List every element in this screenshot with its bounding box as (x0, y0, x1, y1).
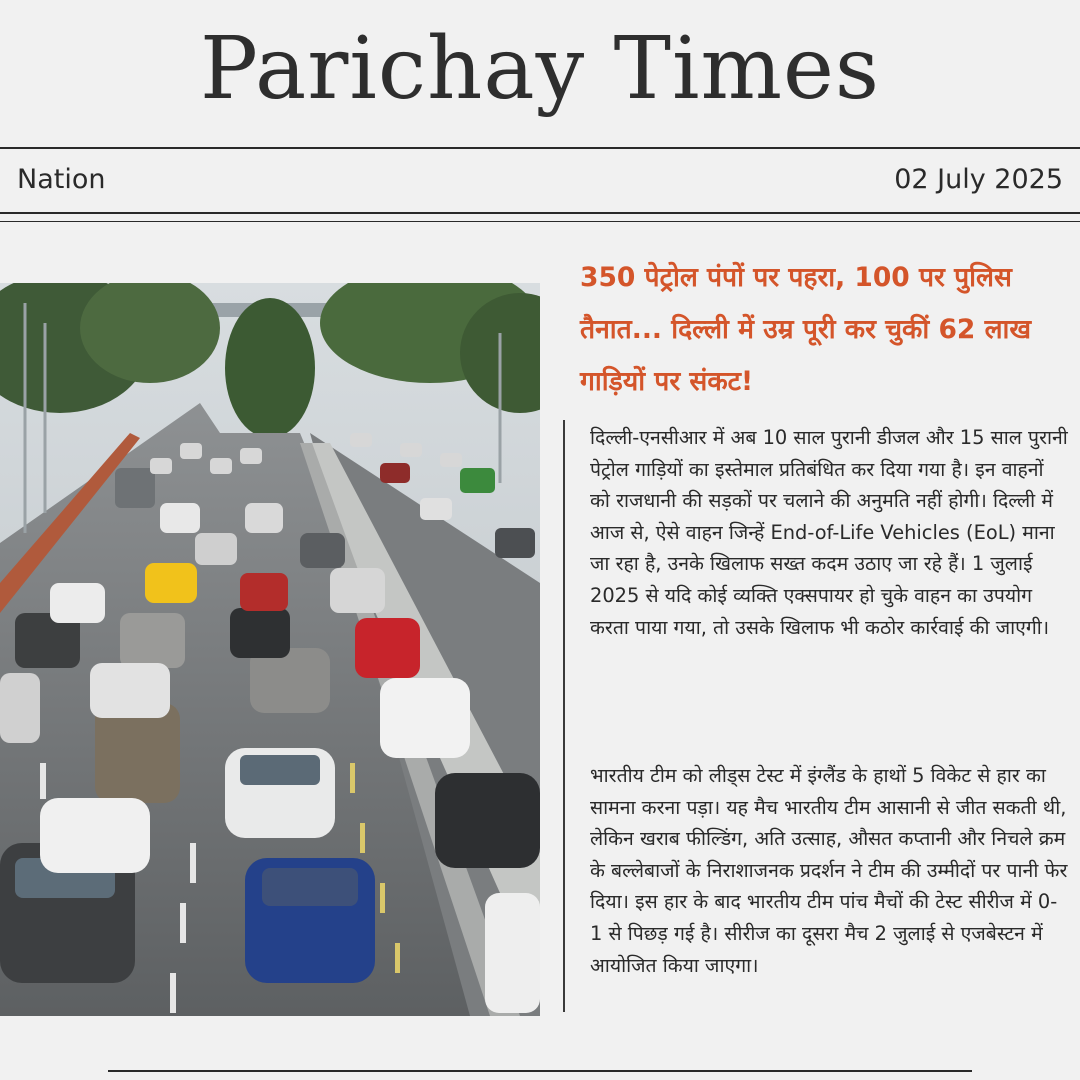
section-label: Nation (17, 164, 106, 195)
bottom-rule (108, 1070, 972, 1072)
article-paragraph-2: भारतीय टीम को लीड्स टेस्ट में इंग्लैंड के हाथों 5 विकेट से हार का सामना करना पड़ा। यह मैच भारतीय टीम आसानी से जीत सकती थी, लेकिन खराब फील्डिंग, अति उत्साह, औसत कप्तानी और निचले क्रम के बल्लेबाजों के निराशाजनक प्रदर्शन ने टीम की उम्मीदों पर पानी फेर दिया। इस हार के बाद भारतीय टीम पांच मैचों की टेस्ट सीरीज में 0-1 से पिछड़ गई है। सीरीज का दूसरा मैच 2 जुलाई से एजबेस्टन में आयोजित किया जाएगा। (590, 764, 1068, 977)
traffic-photo (0, 283, 540, 1016)
masthead-title: Parichay Times (199, 19, 881, 119)
issue-date: 02 July 2025 (894, 164, 1063, 195)
top-rule (0, 147, 1080, 149)
dateline-rule-lower (0, 221, 1080, 222)
article-headline: 350 पेट्रोल पंपों पर पहरा, 100 पर पुलिस तैनात... दिल्ली में उम्र पूरी कर चुकीं 62 लाख गाड़ियों पर संकट! (580, 262, 1032, 397)
article-paragraph-1: दिल्ली-एनसीआर में अब 10 साल पुरानी डीजल और 15 साल पुरानी पेट्रोल गाड़ियों का इस्तेमाल प्रतिबंधित कर दिया गया है। इन वाहनों को राजधानी की सड़कों पर चलाने की अनुमति नहीं होगी। दिल्ली में आज से, ऐसे वाहन जिन्हें End-of-Life Vehicles (EoL) माना जा रहा है, उनके खिलाफ सख्त कदम उठाए जा रहे हैं। 1 जुलाई 2025 से यदि कोई व्यक्ति एक्सपायर हो चुके वाहन का उपयोग करता पाया गया, तो उसके खिलाफ भी कठोर कार्रवाई की जाएगी। (590, 426, 1068, 639)
column-divider (563, 420, 565, 1012)
dateline-rule-upper (0, 212, 1080, 214)
